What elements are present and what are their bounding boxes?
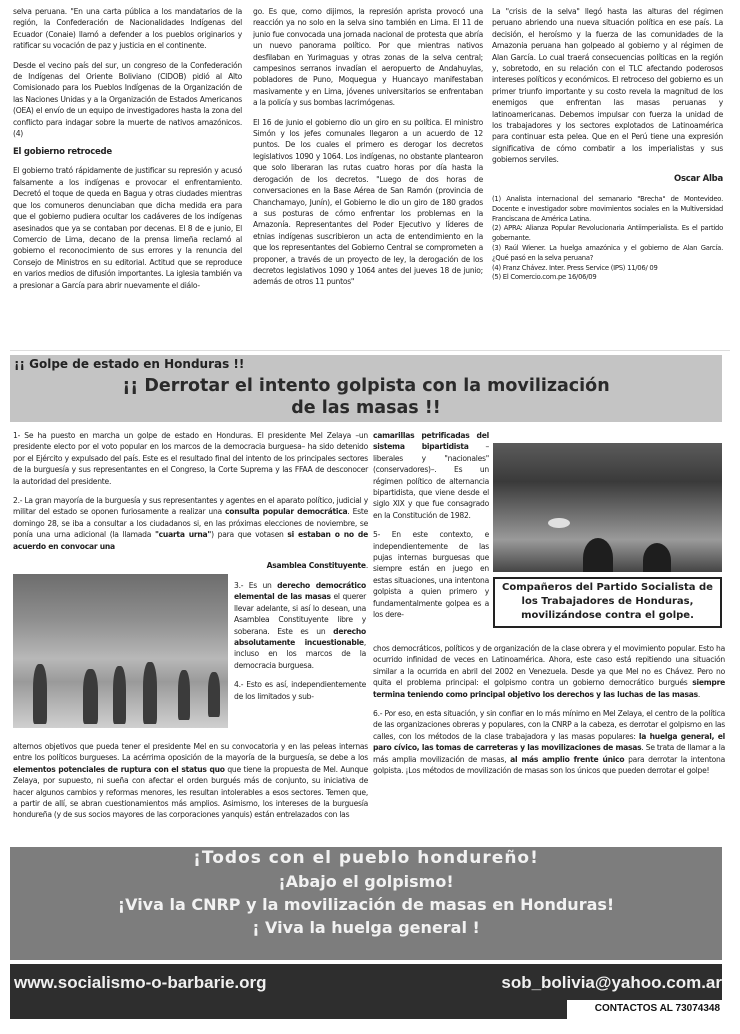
slogan: ¡Viva la CNRP y la movilización de masas en Honduras! xyxy=(117,895,615,914)
text: –liberales y "nacionales" (conservadores)–. Es un régimen político de alternancia bipartidista, que viene desde el siglo XIX y que fue consagrado en la Constitución de 1982. xyxy=(373,442,489,520)
paragraph: El 16 de junio el gobierno dio un giro en su política. El ministro Simón y los jefes comunales llegaron a un acuerdo de 12 puntos. De los cuales el primero es derogar los decretos legislativos 1090 y 1064. Los indígenas, no obstante plantearon que solo liberaran las rutas cuatro horas por día hasta la derogación de los decretos. "Luego de dos horas de conversaciones en la Base Aérea de San Ramón (provincia de Chanchamayo, Junín), el Gobierno le dio un giro de 180 grados a sus posturas de cómo enfrentar los problemas en la Amazonía. Representantes del Poder Ejecutivo y líderes de etnias indígenas suscribieron un acta de entendimiento en la que los representantes del Gobierno Central se comprometen a proponer, a través de un proyecto de ley, la derogación de los decretos legislativos 1090 y 1064 antes del jueves 18 de junio; además de otros 11 puntos" xyxy=(253,117,483,287)
paragraph-4-end xyxy=(373,430,489,521)
paragraph-1: 1- Se ha puesto en marcha un golpe de estado en Honduras. El presidente Mel Zelaya –un presidente electo por el voto popular en los marcos de la democracia burguesa– ha sido detenido por el Ejército y expulsado del país. Este es el resultado final del intento de los principales sectores de la burguesía y sus representantes en el Congreso, la Corte Suprema y las FFAA de desconocer la autoridad del presidente. xyxy=(13,431,368,486)
text: ) para que votasen xyxy=(211,530,288,540)
text: que tiene la propuesta de Mel. Aunque Zelaya, por supuesto, ni sueña con afectar el orden burgués más de conjunto, su iniciativa de hacer algunos cambios y reformas menores, les resultan intolerables a esos sectores. Temen que, a partir de allí, se abran cuestionamientos más amplios. Asimismo, los intereses de la burguesía hondureña (y de sus socios mayores de las corporaciones yanquis) están entrelazados con las xyxy=(13,764,369,820)
slogans-banner xyxy=(10,847,722,960)
bold-text: elementos potenciales de ruptura con el status quo xyxy=(13,764,225,774)
text: 2.- La gran mayoría de la burguesía y sus representantes y agentes en el aparato político, judicial y militar del estado se oponen furiosamente a realizar una xyxy=(13,496,368,517)
text: , incluso en los marcos de la democracia burguesa. xyxy=(234,638,366,670)
subheading: El gobierno retrocede xyxy=(13,147,112,158)
bold-text: Asamblea Constituyente xyxy=(266,561,366,570)
divider xyxy=(10,350,730,351)
paragraph: La "crisis de la selva" llegó hasta las alturas del régimen peruano abriendo una nueva situación política en ese país. La decisión, el heroísmo y la fuerza de las comunidades de la Amazonia peruana han golpeado al gobierno y al régimen de Alan García. Lo cual traerá consecuencias políticas en la región y, sobretodo, en su relación con el TLC afectando poderosos intereses políticos y económicos. El retroceso del gobierno es un primer triunfo importante y su costo revela la magnitud de los enemigos que enfrentan las masas peruanas y latinoamericanas. Debemos impulsar con fuerza la unidad de los trabajadores y los sectores explotados de Latinoamérica para continuar esta pelea. Que en el Perú tiene una expresión significativa de cómo combatir a los imperialistas y sus gobiernos serviles. xyxy=(492,7,723,165)
text: . Este domingo 28, se iba a consultar a los ciudadanos si, en las próximas elecciones de noviembre, se ponía una urna adicional (la llamada xyxy=(13,507,369,540)
footnote: (1) Analista internacional del semanario "Brecha" de Montevideo. Docente e investigador sobre movimientos sociales en la Multiversidad Franciscana de América Latina. xyxy=(492,195,723,223)
bold-text: al más amplio frente único xyxy=(510,754,625,764)
text: 6.- Por eso, en esta situación, y sin confiar en lo más mínimo en Mel Zelaya, el centro de la política de las organizaciones obreras y populares, con la CNRP a la cabeza, es derrotar el golpismo en las calles, con los métodos de la clase trabajadora y las masas populares: xyxy=(373,709,725,741)
paragraph-5: 5- En este contexto, e independientemente de las pujas internas burguesas que siempre están en juego en estas situaciones, una intentona golpista a quien primero y fundamentalmente golpea es a los dere- xyxy=(373,530,489,620)
slogan: ¡Abajo el golpismo! xyxy=(278,872,454,891)
paragraph: Desde el vecino país del sur, un congreso de la Confederación de Indígenas del Oriente Boliviano (CIDOB) pidió al Alto Comisionado para los Pueblos Indígenas de la Organización de las Naciones Unidas y a la Organización de Estados Americanos (OEA) el envío de un equipo de investigadores hasta la zona del conflicto para indagar sobre la muerte de nativos amazónicos. (4) xyxy=(13,60,242,139)
text: 3.- Es un xyxy=(234,581,278,590)
text: . xyxy=(697,689,701,699)
protest-photo xyxy=(493,443,722,572)
contact-phone: CONTACTOS AL 73074348 xyxy=(567,1000,722,1019)
footnote: (5) El Comercio.com.pe 16/06/09 xyxy=(492,273,597,282)
headline-line-1: ¡¡ Derrotar el intento golpista con la movilización xyxy=(122,376,610,396)
paragraph: go. Es que, como dijimos, la represión aprista provocó una reacción ya no solo en la selva sino también en Lima. El 11 de junio fue convocada una jornada nacional de protesta que abría un nuevo panorama político. Por que mientras nativos desfilaban en Yurimaguas y otras zonas de la selva central; campesinos serranos invadían el aeropuerto de Andahuylas, pobladores de Puno, Moquegua y Huancayo manifestaban masivamente y en Lima, jóvenes universitarios se enfrentaban a la policía y sus bombas lacrimógenas. xyxy=(253,7,483,108)
paragraph-2-end xyxy=(200,560,368,571)
honduras-column-right-top xyxy=(373,430,489,629)
headline-line-2: de las masas !! xyxy=(291,398,441,418)
paragraph-3 xyxy=(234,580,366,710)
bold-text: siempre termina teniendo como principal objetivo los derechos y las luchas de las masas xyxy=(373,678,725,699)
footnote: (4) Franz Chávez. Inter. Press Service (IPS) 11/06/ 09 xyxy=(492,263,658,272)
paragraph-3-text xyxy=(234,580,366,671)
photo-caption: Compañeros del Partido Socialista de los Trabajadores de Honduras, movilizándose contra el golpe. xyxy=(493,577,722,628)
paragraph-6 xyxy=(373,708,725,776)
email-link[interactable]: sob_bolivia@yahoo.com.ar xyxy=(501,973,722,992)
paragraph-4-start: 4.- Esto es así, independientemente de los limitados y sub- xyxy=(234,680,366,701)
text: . Se trata de llamar a la más amplia movilización de masas, xyxy=(373,743,725,764)
honduras-column-right-bottom xyxy=(373,643,725,784)
headline xyxy=(10,375,722,419)
paragraph: selva peruana. "En una carta pública a los mandatarios de la región, la Confederación de Nacionalidades Indígenas del Ecuador (Conaie) llamó a defender a los pueblos originarios y ratificar su vocación de paz y justicia en el continente. xyxy=(13,7,242,51)
bold-text: la huelga general, el paro cívico, las tomas de carreteras y las movilizaciones de masas xyxy=(373,731,726,753)
article-column-1 xyxy=(13,6,242,348)
article-column-2 xyxy=(253,6,483,348)
paragraph-5-continued xyxy=(373,643,725,700)
slogan: ¡ Viva la huelga general ! xyxy=(252,918,480,937)
footnote: (2) APRA: Alianza Popular Revolucionaria Antiimperialista. Es el partido gobernante. xyxy=(492,224,723,243)
text: el querer llevar adelante, si así lo desean, una Asamblea Constituyente libre y soberana. Este es un xyxy=(234,592,366,636)
bold-text: si estaban o no de acuerdo en convocar una xyxy=(13,530,368,551)
text: alternos objetivos que pueda tener el presidente Mel en su convocatoria y en las peleas internas entre los políticos burgueses. La acérrima oposición de la mayoría de la burguesía, se debe a los xyxy=(13,742,368,763)
text: . xyxy=(365,561,368,570)
footer xyxy=(10,964,722,1019)
article-column-3 xyxy=(492,6,723,348)
website-link[interactable]: www.socialismo-o-barbarie.org xyxy=(14,973,267,992)
honduras-banner xyxy=(10,355,722,422)
slogan: ¡Todos con el pueblo hondureño! xyxy=(193,848,539,868)
footnotes xyxy=(492,195,723,283)
paragraph: El gobierno trató rápidamente de justificar su represión y acusó falsamente a los indígenas e provocar el enfrentamiento. Decretó el toque de queda en Bagua y otras ciudades mientras que los comuneros denunciaban que dicha medida era para que el gobierno pudiera ocultar los cadáveres de los indígenas asesinados que ya se contaban por decenas. El 8 de e junio, El Comercio de Lima, decano de la prensa limeña reclamó al gobierno el reconocimiento de sus errores y la renuncia del Consejo de Ministros en su editorial. Actitud que se reproduce en varios medios de difusión importantes. La iglesia también va a presionar a García para abrir nuevamente el diálo- xyxy=(13,166,242,290)
bold-text: camarillas petrificadas del sistema bipartidista xyxy=(373,431,489,452)
crowd-march-photo xyxy=(13,574,228,728)
footnote: (3) Raúl Wiener. La huelga amazónica y el gobierno de Alan García. ¿Qué pasó en la selva peruana? xyxy=(492,244,723,262)
text: chos democráticos, políticos y de organización de la clase obrera y el movimiento popular. Esto ha ocurrido infinidad de veces en Latinoamérica. Ahora, este caso está repitiendo una situación similar a la ocurrida en abril del 2002 en Venezuela. Desde ya que Mel no es Chávez. Pero no quita el problema principal: el golpismo contra un gobierno democrático burgués xyxy=(373,644,725,688)
bold-text: consulta popular democrática xyxy=(225,507,348,517)
paragraph-4-continued xyxy=(13,741,368,821)
bold-text: derecho democrático elemental de las masas xyxy=(234,581,366,602)
honduras-column-left xyxy=(13,430,368,560)
text: para derrotar la intentona golpista. ¡Los métodos de movilización de masas son los únicos que pueden derrotar el golpe! xyxy=(373,754,725,776)
bold-text: derecho absolutamente incuestionable xyxy=(234,626,366,648)
bold-text: "cuarta urna" xyxy=(154,530,212,540)
author-byline: Oscar Alba xyxy=(673,173,723,184)
paragraph-2 xyxy=(13,495,368,552)
section-kicker: ¡¡ Golpe de estado en Honduras !! xyxy=(14,357,245,371)
